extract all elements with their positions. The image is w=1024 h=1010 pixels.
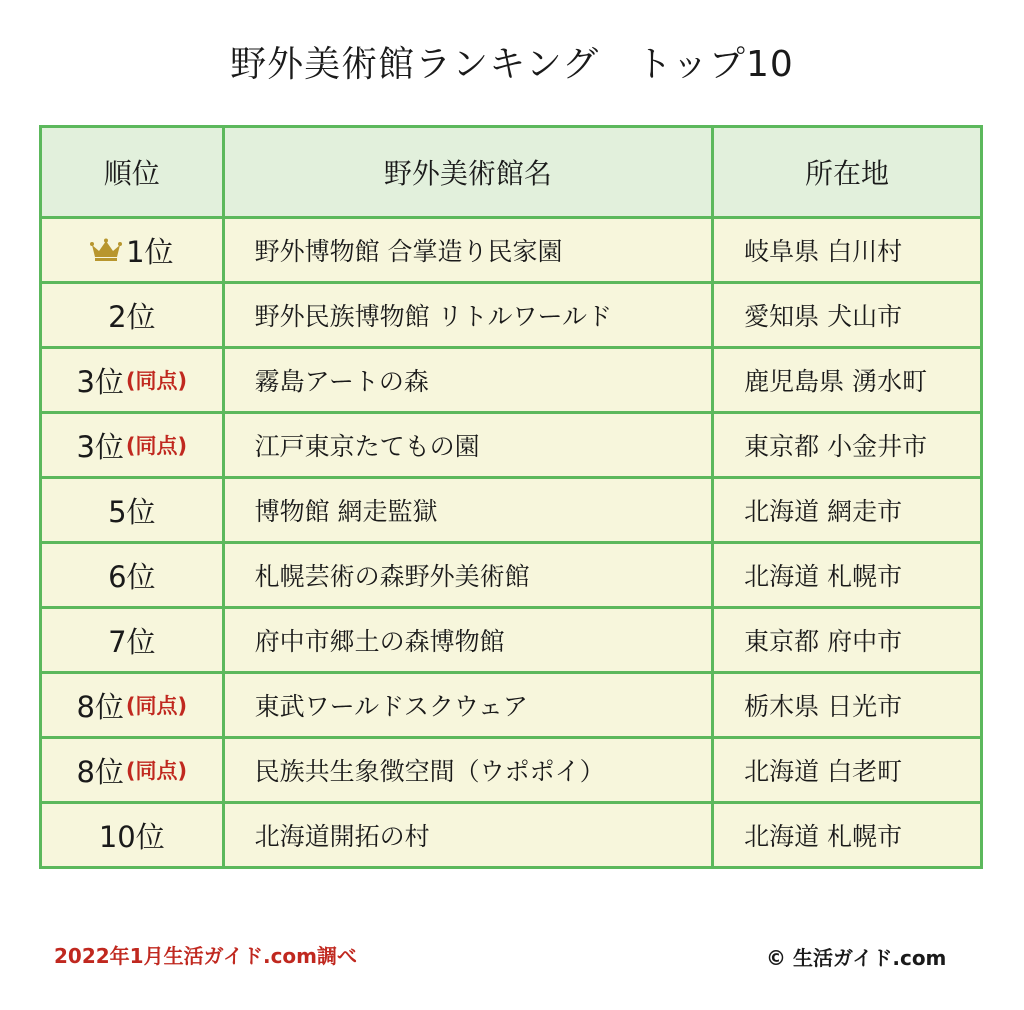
copyright-note: © 生活ガイド.com	[766, 946, 947, 970]
museum-location: 鹿児島県 湧水町	[713, 348, 982, 413]
rank-label: 8位	[76, 754, 124, 789]
rank-cell	[41, 608, 224, 673]
museum-location: 北海道 札幌市	[713, 803, 982, 868]
tie-badge: (同点)	[125, 434, 188, 458]
rank-cell	[41, 283, 224, 348]
tie-badge: (同点)	[125, 369, 188, 393]
rank-label: 1位	[126, 234, 174, 269]
table-row	[41, 283, 982, 348]
rank-cell	[41, 478, 224, 543]
rank-label: 3位	[76, 364, 124, 399]
museum-name: 野外民族博物館 リトルワールド	[223, 283, 713, 348]
table-row	[41, 738, 982, 803]
rank-label: 8位	[76, 689, 124, 724]
table-row	[41, 478, 982, 543]
museum-location: 北海道 札幌市	[713, 543, 982, 608]
museum-name: 野外博物館 合掌造り民家園	[223, 218, 713, 283]
rank-cell	[41, 738, 224, 803]
table-row	[41, 543, 982, 608]
table-row	[41, 608, 982, 673]
source-note: 2022年1月生活ガイド.com調べ	[54, 944, 358, 968]
museum-location: 愛知県 犬山市	[713, 283, 982, 348]
museum-location: 栃木県 日光市	[713, 673, 982, 738]
rank-cell	[41, 218, 224, 283]
table-row	[41, 673, 982, 738]
museum-name: 江戸東京たてもの園	[223, 413, 713, 478]
rank-label: 10位	[98, 819, 165, 854]
table-row	[41, 348, 982, 413]
header-rank: 順位	[41, 127, 224, 218]
table-header-row	[41, 127, 982, 218]
table-row	[41, 413, 982, 478]
table-row	[41, 218, 982, 283]
rank-cell	[41, 803, 224, 868]
museum-name: 霧島アートの森	[223, 348, 713, 413]
rank-label: 2位	[108, 299, 156, 334]
museum-location: 北海道 網走市	[713, 478, 982, 543]
crown-icon	[90, 238, 122, 262]
museum-name: 府中市郷土の森博物館	[223, 608, 713, 673]
museum-name: 東武ワールドスクウェア	[223, 673, 713, 738]
rank-cell	[41, 348, 224, 413]
museum-location: 東京都 小金井市	[713, 413, 982, 478]
museum-name: 北海道開拓の村	[223, 803, 713, 868]
tie-badge: (同点)	[125, 694, 188, 718]
rank-label: 7位	[108, 624, 156, 659]
page-title: 野外美術館ランキング トップ10	[230, 44, 794, 85]
museum-location: 東京都 府中市	[713, 608, 982, 673]
rank-label: 6位	[108, 559, 156, 594]
rank-cell	[41, 673, 224, 738]
museum-name: 博物館 網走監獄	[223, 478, 713, 543]
museum-name: 民族共生象徴空間（ウポポイ）	[223, 738, 713, 803]
header-name: 野外美術館名	[223, 127, 713, 218]
rank-label: 3位	[76, 429, 124, 464]
rank-cell	[41, 543, 224, 608]
ranking-table	[39, 125, 983, 869]
rank-label: 5位	[108, 494, 156, 529]
tie-badge: (同点)	[125, 759, 188, 783]
museum-location: 北海道 白老町	[713, 738, 982, 803]
header-location: 所在地	[713, 127, 982, 218]
museum-name: 札幌芸術の森野外美術館	[223, 543, 713, 608]
museum-location: 岐阜県 白川村	[713, 218, 982, 283]
rank-cell	[41, 413, 224, 478]
table-row	[41, 803, 982, 868]
